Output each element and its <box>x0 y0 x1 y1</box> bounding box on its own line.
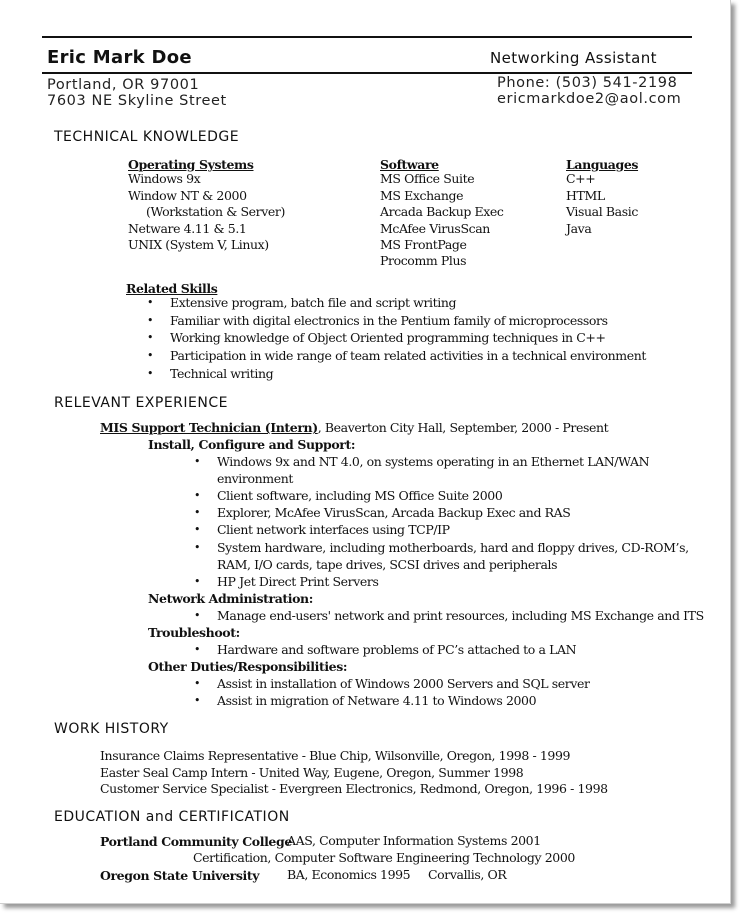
bullet-icon: • <box>147 296 154 309</box>
duty-item: Hardware and software problems of PC’s attached to a LAN <box>217 642 577 657</box>
duty-item: Client network interfaces using TCP/IP <box>217 522 450 537</box>
header-bottom-rule <box>42 72 692 74</box>
address-street: 7603 NE Skyline Street <box>47 93 227 109</box>
school-location: Corvallis, OR <box>428 867 507 882</box>
column-heading-operating-systems: Operating Systems <box>128 157 254 172</box>
duty-item: Manage end-users' network and print resources, including MS Exchange and ITS <box>217 608 704 623</box>
school-name: Portland Community College <box>100 834 292 849</box>
bullet-icon: • <box>194 523 201 536</box>
skill-item: Working knowledge of Object Oriented programming techniques in C++ <box>170 330 606 345</box>
header-top-rule <box>42 36 692 38</box>
bullet-icon: • <box>194 455 201 468</box>
duty-item: Explorer, McAfee VirusScan, Arcada Backup Exec and RAS <box>217 505 571 520</box>
software-item: MS Exchange <box>380 188 464 203</box>
bullet-icon: • <box>194 694 201 707</box>
software-item: MS FrontPage <box>380 237 467 252</box>
duty-item-continuation: RAM, I/O cards, tape drives, SCSI drives and peripherals <box>217 557 558 572</box>
position-details: , Beaverton City Hall, September, 2000 - Present <box>317 420 609 435</box>
os-item: Windows 9x <box>128 171 201 186</box>
bullet-icon: • <box>194 575 201 588</box>
os-item: Netware 4.11 & 5.1 <box>128 221 247 236</box>
duty-group-title: Other Duties/Responsibilities: <box>148 659 348 674</box>
language-item: Visual Basic <box>566 204 638 219</box>
school-name: Oregon State University <box>100 868 260 883</box>
section-heading-work-history: WORK HISTORY <box>54 721 169 737</box>
duty-item: Assist in installation of Windows 2000 Servers and SQL server <box>217 676 590 691</box>
skill-item: Participation in wide range of team related activities in a technical environment <box>170 348 647 363</box>
duty-item: System hardware, including motherboards, hard and floppy drives, CD-ROM’s, <box>217 540 689 555</box>
bullet-icon: • <box>147 349 154 362</box>
skill-item: Technical writing <box>170 366 274 381</box>
bullet-icon: • <box>147 331 154 344</box>
duty-item: Windows 9x and NT 4.0, on systems operating in an Ethernet LAN/WAN <box>217 454 650 469</box>
software-item: MS Office Suite <box>380 171 475 186</box>
bullet-icon: • <box>194 643 201 656</box>
language-item: Java <box>566 221 592 236</box>
bullet-icon: • <box>147 314 154 327</box>
software-item: McAfee VirusScan <box>380 221 490 236</box>
job-title: Networking Assistant <box>490 49 657 67</box>
software-item: Procomm Plus <box>380 253 467 268</box>
position-title: MIS Support Technician (Intern) <box>100 420 318 435</box>
section-heading-relevant-experience: RELEVANT EXPERIENCE <box>54 395 228 411</box>
work-history-item: Customer Service Specialist - Evergreen Electronics, Redmond, Oregon, 1996 - 1998 <box>100 781 608 796</box>
bullet-icon: • <box>194 506 201 519</box>
language-item: HTML <box>566 188 605 203</box>
degree: AAS, Computer Information Systems 2001 <box>287 833 541 848</box>
bullet-icon: • <box>194 609 201 622</box>
work-history-item: Easter Seal Camp Intern - United Way, Eugene, Oregon, Summer 1998 <box>100 765 524 780</box>
language-item: C++ <box>566 171 596 186</box>
os-item: (Workstation & Server) <box>146 204 285 219</box>
os-item: Window NT & 2000 <box>128 188 247 203</box>
section-heading-technical-knowledge: TECHNICAL KNOWLEDGE <box>54 129 240 145</box>
software-item: Arcada Backup Exec <box>380 204 504 219</box>
duty-item-continuation: environment <box>217 471 293 486</box>
candidate-name: Eric Mark Doe <box>47 47 192 68</box>
os-item: UNIX (System V, Linux) <box>128 237 269 252</box>
email-address: ericmarkdoe2@aol.com <box>497 91 682 107</box>
duty-item: HP Jet Direct Print Servers <box>217 574 379 589</box>
skill-item: Extensive program, batch file and script writing <box>170 295 457 310</box>
bullet-icon: • <box>194 489 201 502</box>
column-heading-software: Software <box>380 157 439 172</box>
work-history-item: Insurance Claims Representative - Blue Chip, Wilsonville, Oregon, 1998 - 1999 <box>100 748 571 763</box>
duty-group-title: Install, Configure and Support: <box>148 437 356 452</box>
bullet-icon: • <box>147 367 154 380</box>
duty-group-title: Troubleshoot: <box>148 625 240 640</box>
column-heading-languages: Languages <box>566 157 639 172</box>
bullet-icon: • <box>194 541 201 554</box>
certification: Certification, Computer Software Engineering Technology 2000 <box>193 850 575 865</box>
address-city: Portland, OR 97001 <box>47 77 200 93</box>
duty-item: Client software, including MS Office Suite 2000 <box>217 488 503 503</box>
duty-group-title: Network Administration: <box>148 591 313 606</box>
section-heading-education: EDUCATION and CERTIFICATION <box>54 809 290 825</box>
duty-item: Assist in migration of Netware 4.11 to Windows 2000 <box>217 693 537 708</box>
position-line <box>100 420 608 435</box>
degree: BA, Economics 1995 <box>287 867 411 882</box>
bullet-icon: • <box>194 677 201 690</box>
phone-number: Phone: (503) 541-2198 <box>497 75 678 91</box>
skill-item: Familiar with digital electronics in the Pentium family of microprocessors <box>170 313 608 328</box>
related-skills-heading: Related Skills <box>126 281 218 296</box>
